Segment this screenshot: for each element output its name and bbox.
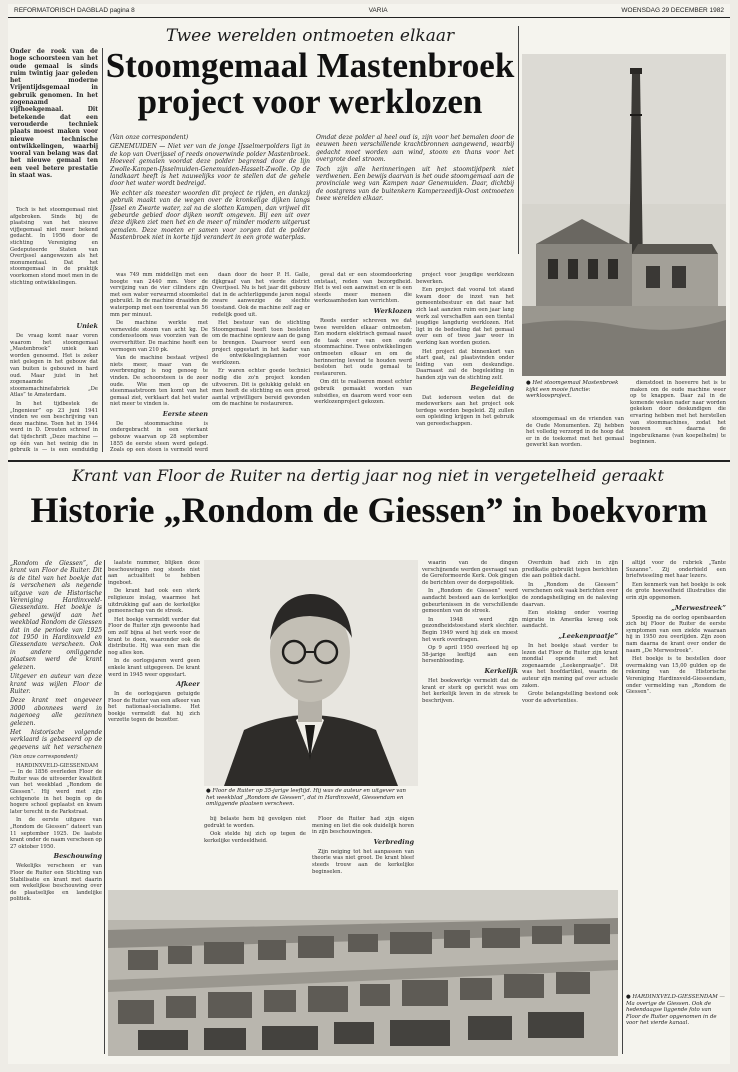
body-paragraph: Op 9 april 1950 overleed hij op 58-jarige leeftijd aan een hersenbloeding. [422, 645, 518, 665]
body-paragraph: dienstdoet in hoeverre het is te maken om de oude machine weer op te knappen. Daar zal in de komende weken nader naar worden gekeken door deskundigen die ervaring hebben met het herstellen van stoommachines, zodat het bouwen en daarna de ingebruikname (van koepelhelm) te beginnen. [630, 380, 726, 446]
body-paragraph: geval dat er een stoomdoorkring ontstaat, reden van bezorgdheid. Het is wel een aanwinst en er is een steeds meer mensen die werkzaamheden kan verrichten. [314, 272, 412, 305]
body-paragraph: De machine werkte met vernevelde stoom van acht kg. De condensstoom was voorzien van de oververhitter. De machine heeft een vermogen van 210 pk. [110, 320, 208, 353]
left-paragraph-2: Toch is het stoomgemaal niet afgebroken. Sinds bij de plaatsing van het nieuwe vijfjegemaal niet meer bekend gedacht. In 1956 door de stichting Vereniging en Gedeputeerde Staten van Overijssel aangewezen als het monumentaal. Dat het stoomgemaal in de praktijk voorkomen stond moet men in de stichting ontwikkelingen. [10, 207, 98, 286]
body-paragraph: In 1948 werd zijn gezondheidstoestand sterk slechter. Begin 1949 werd hij ziek en moest het werk overdragen. [422, 616, 518, 643]
body-paragraph: In de oorlogsjaren werd geen enkele krant uitgegeven. De krant werd in 1945 weer opgestart. [108, 658, 200, 678]
intro-paragraph-1: GENEMUIDEN — Niet ver van de jonge IJsselmerpolders ligt in de kop van Overijssel of reeds onoverwinde polder Mastenbroek. Hoeveel gemalen voordat deze polder begrensd door de lijn Zwolle-Kampen-IJsselmuiden-Genemuiden-Hasselt-Zwolle. Op de landkaart heeft is het nauwelijks voor te stellen dat de gehele door het water wordt bedreigd. [110, 143, 310, 188]
body-paragraph: Het boekje is te bestellen door overmaking van 15,00 gulden op de rekening van de Historische Vereniging Hardinxveld-Giessendam, onder vermelding van „Rondom de Giessen”. [626, 656, 726, 696]
body-paragraph: In „Rondom de Giessen” verschenen ook vaak berichten over de zondagsheiliging en de naleving daarvan. [522, 581, 618, 608]
intro-paragraph: Uitgever en auteur van deze krant was wijlen Floor de Ruiter. [10, 673, 102, 695]
body-paragraph: In de oorlogsjaren getuigde Floor de Ruiter van een afkeer van het nationaal-socialisme. Het boekje vermeldt dat hij zich verzette tegen de bezetter. [108, 691, 200, 724]
article1-column-1 [110, 272, 208, 452]
body-paragraph: stoomgemaal en de vrienden van de Oude Monumenten. Zij hebben het volledig verzorgd in de hoop dat er in de toekomst met het gemaal gewerkt kan worden. [526, 416, 624, 449]
article1-intro-right [316, 134, 514, 269]
body-paragraph: Wekelijks verscheen er van Floor de Ruiter een Stichting van Stabilisatie en krant met daarin een wekelijkse beschouwing over de plaatselijke en landelijke politiek. [10, 863, 102, 903]
floor-de-ruiter-portrait [204, 560, 418, 786]
intro-paragraph: „Rondom de Giessen”, de krant van Floor de Ruiter. Dit is de titel van het boekje dat is verschenen als negende uitgave van de Historische Vereniging Hardinxveld-Giessendam. Het boekje is geheel gewijd aan het weekblad Rondom de Giessen dat in de periode van 1925 tot 1950 in Hardinxveld en Giessendam verscheen. Ook in andere omliggende plaatsen werd de krant gelezen. [10, 560, 102, 671]
body-paragraph: Zijn neiging tot het aanpassen van theorie was niet groot. De krant bleef steeds trouw aan de kerkelijke beginselen. [312, 848, 414, 875]
article-divider [8, 460, 730, 462]
article2-byline: (Van onze correspondent) [10, 754, 78, 760]
body-paragraph: Reeds eerder schreven we dat twee werelden elkaar ontmoeten. Een modern elektrisch gemaal naast de taak over van een oude stoommachine. Twee ontwikkelingen ontmoeten elkaar en om de herinnering levend te houden werd besloten het oude gemaal te restaureren. [314, 317, 412, 377]
body-paragraph: In het boekje staat verder te lezen dat Floor de Ruiter zijn krant mondial opende met het zogenaamde „Leekenpraatje”. Dit was het hoofdartikel, waarin de auteur zijn mening gaf over actuele zaken. [522, 642, 618, 689]
article2-column-4 [422, 560, 518, 886]
article2-column-3b [312, 816, 414, 886]
article1-column-2 [212, 272, 310, 452]
body-paragraph: Spoedig na de oorlog openbaarden zich bij Floor de Ruiter de eerste symptomen van een ziekte waaraan hij in 1950 zou overlijden. Zijn zoon nam daarna de krant over onder de naam „De Merwestreek”. [626, 614, 726, 654]
body-paragraph: Het bestuur van de stichting Stoomgemaal heeft toen besloten om de machine opnieuw aan de gang te brengen. Daarvoor werd een project opgestart in het kader van de ontwikkelingsplannen voor werklozen. [212, 320, 310, 366]
article1-column-3 [314, 272, 412, 452]
left-paragraph-4: In het tijdbestek de „Ingenieur” op 23 juni 1941 vinden we een beschrijving van deze machine. Toen het in 1944 werd in D. Drouten schreef in dat tijdschrift „Deze machine — op één van het weinig die in gebruik is — is een eenduidig [10, 400, 98, 452]
body-paragraph: Van de machine bestaat vrijwel niets meer, maar van de overbrenging is nog genoeg te vinden. De schoorsteen is de zeer oude. Wie men op de steenmaatstroom ten komt van het gemaal ziet, verklaart dat het water niet meer te vinden is. [110, 355, 208, 408]
body-paragraph: In „Rondom de Giessen” werd aandacht besteed aan de kerkelijke gebeurtenissen in de verschillende gemeenten van de streek. [422, 588, 518, 615]
portrait-illustration [204, 560, 418, 786]
portrait-caption: ● Floor de Ruiter op 35-jarige leeftijd. Hij was de auteur en uitgever van het weekblad „Rondom de Giessen”, dat in Hardinxveld, Giessendam en omliggende plaatsen verscheen. [206, 788, 407, 808]
left-paragraph-3: De vraag komt naar voren waarom het stoomgemaal „Mastenbroek” uniek kan worden genoemd. Het is zeker niet gelegen in het gebouw dat van buiten is gebouwd in hard oud. Maar juist in het zogenaamde stoomsmachinefabriek „De Atlas” te Amsterdam. [10, 333, 98, 399]
subhead-beschouwing: Beschouwing [53, 852, 102, 861]
body-paragraph: Een kenmerk van het boekje is ook de grote hoeveelheid illustraties die erin zijn opgenomen. [626, 581, 726, 601]
subhead-werklozen: Werklozen [373, 306, 412, 315]
body-paragraph: Ook stelde hij zich op tegen de kerkelijke verdeeldheid. [204, 831, 306, 844]
body-paragraph: Dat iedereen weten dat de medewerkers aan het project ook terdege worden begeleid. Zij zullen een opleiding krijgen in het gebruik van gereedschappen. [416, 394, 514, 427]
body-paragraph: project voor jeugdige werklozen bewerken. [416, 272, 514, 285]
newspaper-page [8, 4, 730, 1064]
aerial-illustration [108, 890, 618, 1056]
body-paragraph: Het project dat binnenkort van start gaat, zal plaatsvinden onder leiding van een deskundige. Daarnaast zal de begeleiding in handen zijn van de stichting zelf. [416, 348, 514, 381]
column-rule [102, 48, 103, 452]
aerial-village-photo [108, 890, 618, 1056]
body-paragraph: waarin van de dingen verschijnende werden gevraagd van de Gereformeerde Kerk. Ook gingen de berichten over de dorpspolitiek. [422, 560, 518, 586]
aerial-photo-caption: ● HARDINXVELD-GIESSENDAM — Ma overige de Giessen. Ook de hedendaagse liggende foto van Floor de Ruiter opgenomen in de voor het vierde kanaal. [626, 994, 725, 1027]
article1-intro-left [110, 134, 310, 269]
steam-pumping-station-photo [522, 54, 726, 376]
byline: (Van onze correspondent) [110, 134, 189, 141]
intro-paragraph: Deze krant met ongeveer 3000 abonnees werd in nagenoeg alle gezinnen gelezen. [10, 697, 102, 727]
body-paragraph: Er waren echter goede technici nodig die zo'n project konden uitvoeren. Dit is gelukkig gelukt en men heeft de stichting en een groot aantal vrijwilligers bereid gevonden om de machine te restaureren. [212, 368, 310, 408]
column-rule [518, 26, 519, 254]
subhead-afkeer: Afkeer [176, 680, 200, 689]
article1-headline-line1: Stoomgemaal Mastenbroek [105, 46, 515, 85]
subhead-uniek: Uniek [76, 322, 98, 330]
article2-column-6 [626, 560, 726, 990]
body-paragraph: De krant had ook een sterk religieuze inslag, waarmee het uitdrukking gaf aan de kerkelijke gemeenschap van de streek. [108, 588, 200, 615]
body-paragraph: Om dit te realiseren moest echter gebruik gemaakt worden van subsidies, en daarom werd voor een werklozenproject gekozen. [314, 379, 412, 406]
subhead-merwestreek: „Merwestreek” [671, 603, 726, 612]
page-header [8, 4, 730, 18]
body-paragraph: Het boekje vermeldt verder dat Floor de Ruiter zijn gewoonte had om zelf bijna al het werk voor de krant te doen, waaronder ook de distributie. Hij was een man die nog alles kon. [108, 616, 200, 656]
intro-paragraph-4: Toch zijn alle herinneringen uit het stoomtijdperk niet verdwenen. Een bewijs daarvan is het oude stoomgemaal aan de provinciale weg van Kampen naar Genemuiden. Daar, dichtbij de oostgrens van de buitenkern Kamperzeedijk-Oost ontmoeten twee werelden elkaar. [316, 165, 514, 203]
article2-column-3 [204, 816, 306, 886]
subhead-begeleiding: Begeleiding [470, 383, 514, 392]
body-paragraph: Grote belangstelling bestond ook voor de advertenties. [522, 691, 618, 704]
article2-column-2 [108, 560, 200, 860]
body-paragraph: laatste nummer, blijken deze beschouwingen nog steeds niet aan actualiteit te hebben ingeboet. [108, 560, 200, 586]
subhead-verbreding: Verbreding [373, 837, 414, 846]
article2-column-5 [522, 560, 618, 886]
subhead-kerkelijk: Kerkelijk [484, 666, 518, 675]
section-label: VARIA [368, 7, 388, 14]
body-paragraph: Een stoking onder voering migratie in Amerika kreeg ook aandacht. [522, 610, 618, 630]
left-bold-paragraph: Onder de rook van de hoge schoorsteen van het oude gemaal is sinds ruim twintig jaar geleden het moderne Vrijentijdsgemaal in gebruik genomen. In het zogenaamd vijfhoekgemaal. Dit betekende dat een verouderde techniek plaats moest maken voor nieuwe technische ontwikkelingen, waarbij vooral van belang was dat het nieuwe gemaal ten een veel betere prestatie in staat was. [10, 48, 98, 180]
photo-illustration [522, 54, 726, 376]
body-paragraph: bij belaste hem bij gevolgen niet gedrukt te worden. [204, 816, 306, 829]
body-paragraph: was 749 mm middellijn met een hoogte van 2440 mm. Voor de vervijzing van de vier cilinders zijn met een water verwarmd stoomketel gebruikt. In de machine draaiden de waterpomp met een toerental van 56 mm per minuut. [110, 272, 208, 318]
paper-name: REFORMATORISCH DAGBLAD pagina 8 [14, 7, 135, 14]
intro-paragraph-2: We echter als meester woorden dit project te rijden, en dankzij gebruik maakt van de wegen over de kronkelige dijken langs IJssel en Zwarte water, zal na de slotten Kampen, dan vrijwel dit gebeurde gebied door dijken wordt omgeven. Bij een uit over deze dijken ziet men het en de meer of minder modern uitgerust gemalen. Deze moeten er samen voor zorgen dat de polder Mastenbroek niet in korte tijd verandert in een grote waterplas. [110, 189, 310, 242]
column-rule [622, 560, 623, 1054]
subhead-leekenpraatje: „Leekenpraatje” [558, 631, 618, 640]
article1-column-6 [630, 380, 726, 456]
article2-intro [10, 560, 102, 750]
article2-column-1 [10, 754, 102, 1054]
body-paragraph: In de eerste uitgave van „Rondom de Giessen” dateert van 11 september 1925. De laatste krant onder de naam verscheen op 27 oktober 1950. [10, 817, 102, 850]
body-paragraph: Het boekwerkje vermeldt dat de krant er sterk op gericht was om het kerkelijk leven in de streek te beschrijven. [422, 677, 518, 704]
body-paragraph: De stoommachine is ondergebracht in een vierkant gebouw waarvan op 28 september 1855 de eerste steen werd gelegd. Zoals op een steen is vermeld werd [110, 420, 208, 452]
column-rule [104, 560, 105, 1054]
subhead-eerste-steen: Eerste steen [162, 409, 208, 418]
body-paragraph: Overduin had zich in zijn predikatie gebruikt tegen berichten die aan politiek dacht. [522, 560, 618, 580]
left-column-body-2 [10, 320, 98, 452]
issue-date: WOENSDAG 29 DECEMBER 1982 [621, 7, 724, 14]
intro-paragraph: Het historische volgende verklaard is gebaseerd op de gegevens uit het verschenen [10, 728, 102, 750]
article2-headline: Historie „Rondom de Giessen” in boekvorm [30, 490, 708, 530]
photo-caption: ● Het stoomgemaal Mastenbroek kijkt een mooie functie: werkloosproject. [526, 380, 619, 400]
body-paragraph: Een project dat vooral tot stand kwam door de inzet van het gemeentebestuur en dat naar het zich laat aanzien ruim een jaar lang werk zal verschaffen aan een tiental jeugdige langdurig werklozen. Het ligt in de bedoeling dat het gemaal over een of twee jaar weer in werking kan worden gezien. [416, 287, 514, 346]
body-paragraph: HARDINXVELD-GIESSENDAM — In de 1856 overleden Floor de Ruiter was de uitvoerder kwaliteit van het weekblad „Rondom de Giessen”. Hij werd met zijn echtgenote in het begin op de hogere school geplaatst en kwam later terecht in de Parkstraat. [10, 762, 102, 815]
article1-column-4 [416, 272, 514, 452]
article2-kicker: Krant van Floor de Ruiter na dertig jaar nog niet in vergetelheid geraakt [72, 466, 664, 485]
body-paragraph: altijd voor de rubriek „Tante Suzanne”. Zij onderhield een briefwisseling met haar lezers. [626, 560, 726, 580]
article1-kicker: Twee werelden ontmoeten elkaar [165, 26, 455, 46]
intro-paragraph-3: Omdat deze polder al heel oud is, zijn voor het bemalen door de eeuwen heen verschillende krachtbronnen aangewend, waarbij gedacht moet worden aan wind, stoom en thans voor het overgrote deel stroom. [316, 134, 514, 164]
body-paragraph: daan door de heer P. H. Galle, dijkgraaf van het vierde district Overijssel. Nu is het jaar dit gebouw dat in de achterliggende jaren nogal zware aanwezige de slechte toestand. Ook de machine zelf zag er redelijk goed uit. [212, 272, 310, 318]
body-paragraph: Floor de Ruiter had zijn eigen mening en liet die ook duidelijk horen in zijn beschouwingen. [312, 816, 414, 836]
article1-headline-line2: project voor werklozen [137, 82, 483, 121]
left-column-body-1 [10, 207, 98, 311]
article1-column-5 [526, 416, 624, 456]
